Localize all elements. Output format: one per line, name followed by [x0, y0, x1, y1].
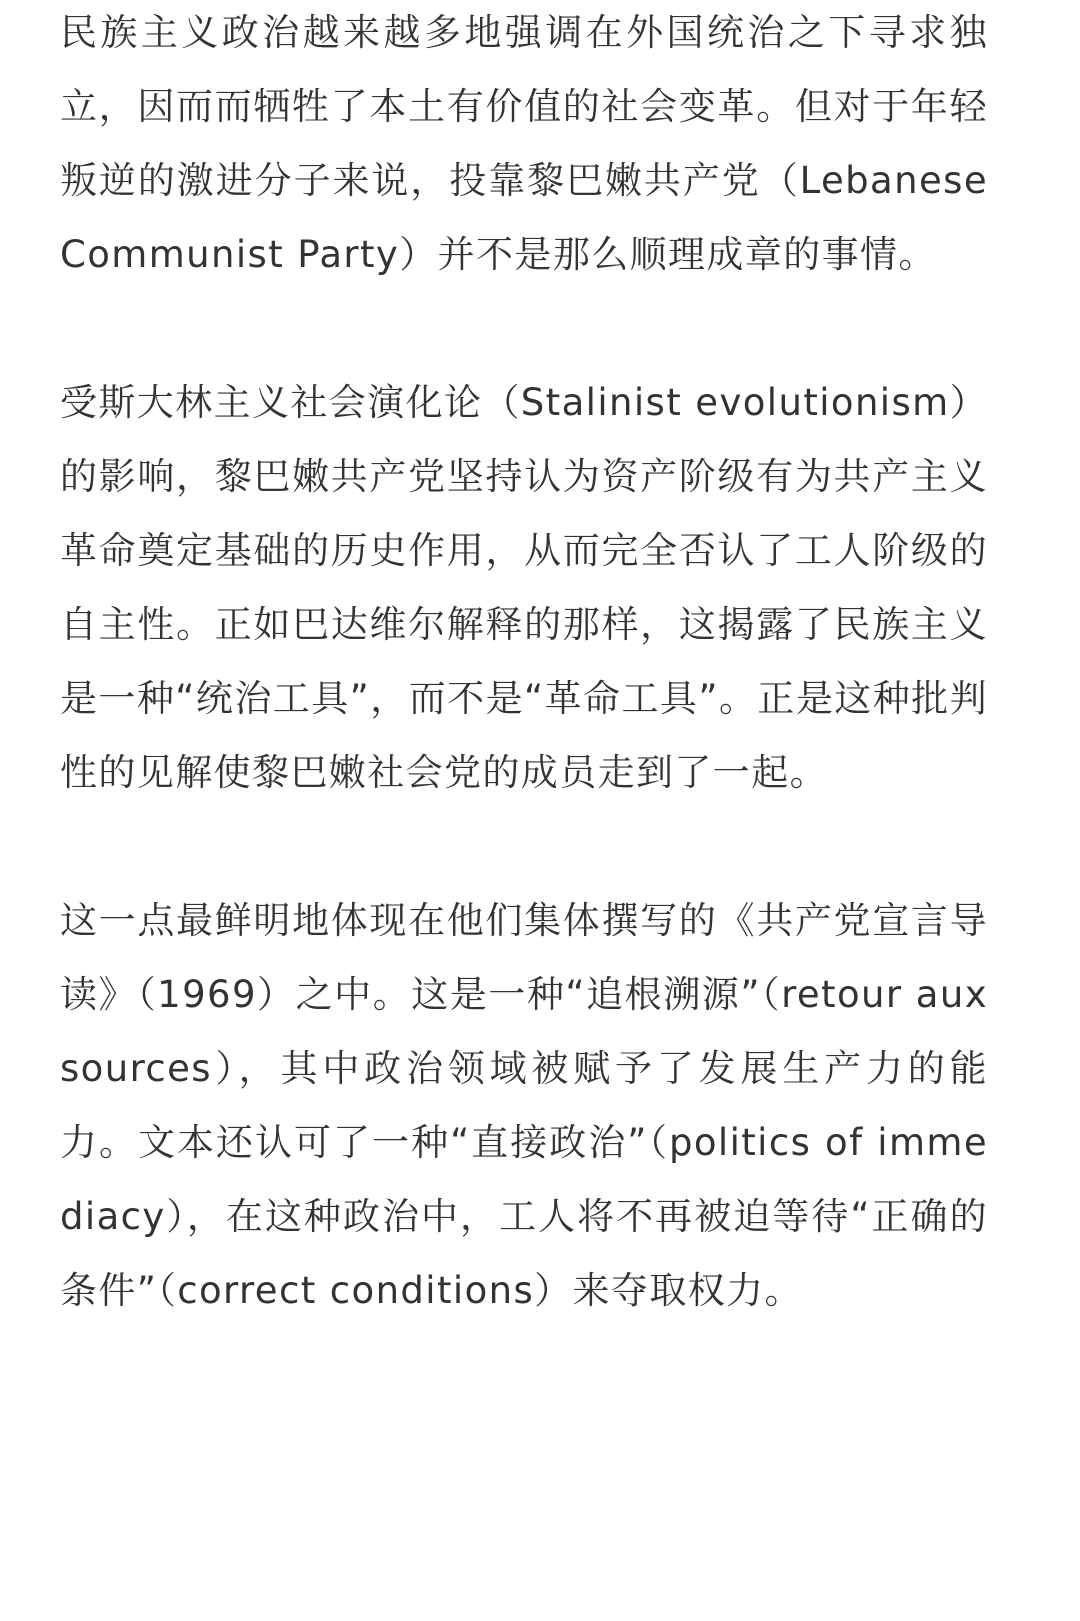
paragraph-spacer — [60, 810, 988, 884]
paragraph-3: 这一点最鲜明地体现在他们集体撰写的《共产党宣言导读》（1969）之中。这是一种“追根溯源”（retour aux sources），其中政治领域被赋予了发展生产力的能力。文本还认可了一种“直接政治”（politics of immediacy），在这种政治中，工人将不再被迫等待“正确的条件”（correct conditions）来夺取权力。 — [60, 899, 988, 1312]
article-body — [60, 0, 988, 1328]
paragraph-1: 民族主义政治越来越多地强调在外国统治之下寻求独立，因而而牺牲了本土有价值的社会变革。但对于年轻叛逆的激进分子来说，投靠黎巴嫩共产党（Lebanese Communist Party）并不是那么顺理成章的事情。 — [60, 11, 988, 276]
paragraph-spacer — [60, 292, 988, 366]
paragraph-2: 受斯大林主义社会演化论（Stalinist evolutionism）的影响，黎巴嫩共产党坚持认为资产阶级有为共产主义革命奠定基础的历史作用，从而完全否认了工人阶级的自主性。正如巴达维尔解释的那样，这揭露了民族主义是一种“统治工具”，而不是“革命工具”。正是这种批判性的见解使黎巴嫩社会党的成员走到了一起。 — [60, 381, 989, 794]
